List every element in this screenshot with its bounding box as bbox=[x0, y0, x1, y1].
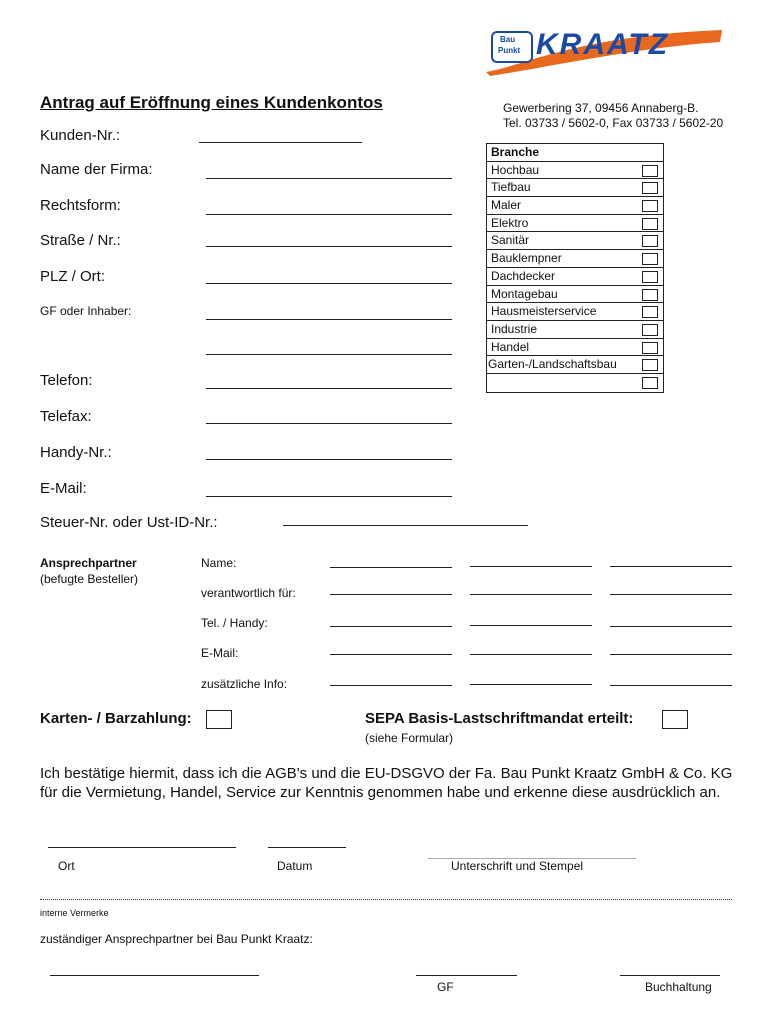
ansprechpartner-input[interactable] bbox=[610, 654, 732, 655]
logo-text: KRAATZ bbox=[536, 28, 670, 61]
address-line1: Gewerbering 37, 09456 Annaberg-B. bbox=[503, 101, 699, 115]
branche-label: Industrie bbox=[491, 321, 538, 336]
input-internal-contact[interactable] bbox=[50, 975, 259, 976]
branche-row[interactable] bbox=[487, 321, 663, 339]
ansprechpartner-input[interactable] bbox=[330, 594, 452, 595]
label-kunden-nr: Kunden-Nr.: bbox=[40, 127, 121, 144]
company-logo bbox=[484, 26, 724, 76]
branche-checkbox[interactable] bbox=[642, 182, 658, 194]
ansprechpartner-input[interactable] bbox=[610, 594, 732, 595]
branche-checkbox[interactable] bbox=[642, 359, 658, 371]
checkbox-karten-barzahlung[interactable] bbox=[206, 710, 232, 729]
ansprechpartner-row-label: Tel. / Handy: bbox=[201, 616, 268, 630]
label-plz: PLZ / Ort: bbox=[40, 268, 106, 285]
ansprechpartner-input[interactable] bbox=[330, 654, 452, 655]
label-sepa: SEPA Basis-Lastschriftmandat erteilt: bbox=[365, 710, 634, 727]
page-title: Antrag auf Eröffnung eines Kundenkontos bbox=[40, 93, 383, 112]
label-handy: Handy-Nr.: bbox=[40, 444, 112, 461]
ansprechpartner-input[interactable] bbox=[330, 626, 452, 627]
ansprechpartner-input[interactable] bbox=[610, 566, 732, 567]
input-gf-2[interactable] bbox=[206, 354, 452, 355]
branche-checkbox[interactable] bbox=[642, 342, 658, 354]
label-gf: GF oder Inhaber: bbox=[40, 304, 132, 318]
confirmation-line1: Ich bestätige hiermit, dass ich die AGB's und die EU-DSGVO der Fa. Bau Punkt Kraatz GmbH & Co. KG bbox=[40, 765, 733, 782]
branche-checkbox[interactable] bbox=[642, 235, 658, 247]
branche-label: Montagebau bbox=[491, 286, 558, 301]
branche-label: Hochbau bbox=[491, 162, 540, 177]
ansprechpartner-input[interactable] bbox=[330, 685, 452, 686]
ansprechpartner-input[interactable] bbox=[470, 654, 592, 655]
sepa-note: (siehe Formular) bbox=[365, 731, 454, 745]
input-telefon[interactable] bbox=[206, 388, 452, 389]
label-buchhaltung: Buchhaltung bbox=[645, 980, 712, 994]
label-interne-vermerke: interne Vermerke bbox=[40, 908, 109, 918]
branche-label: Elektro bbox=[491, 215, 529, 230]
confirmation-line2: für die Vermietung, Handel, Service zur Kenntnis genommen habe und erkenne diese ausdrücklich an. bbox=[40, 784, 721, 801]
input-datum[interactable] bbox=[268, 847, 346, 848]
input-gf-sign[interactable] bbox=[416, 975, 517, 976]
label-rechtsform: Rechtsform: bbox=[40, 197, 121, 214]
label-firma: Name der Firma: bbox=[40, 161, 153, 178]
branche-row[interactable] bbox=[487, 162, 663, 180]
logo-badge-line2: Punkt bbox=[498, 46, 521, 55]
input-kunden-nr[interactable] bbox=[199, 142, 362, 143]
branche-checkbox[interactable] bbox=[642, 165, 658, 177]
ansprechpartner-row-label: verantwortlich für: bbox=[201, 586, 296, 600]
branche-checkbox[interactable] bbox=[642, 289, 658, 301]
branche-header: Branche bbox=[487, 144, 663, 162]
branche-checkbox[interactable] bbox=[642, 377, 658, 389]
address-line2: Tel. 03733 / 5602-0, Fax 03733 / 5602-20 bbox=[503, 116, 724, 130]
label-gf-sign: GF bbox=[437, 980, 454, 994]
ansprechpartner-row-label: Name: bbox=[201, 556, 237, 570]
input-telefax[interactable] bbox=[206, 423, 452, 424]
input-strasse[interactable] bbox=[206, 246, 452, 247]
input-buchhaltung-sign[interactable] bbox=[620, 975, 720, 976]
branche-row[interactable] bbox=[487, 339, 663, 357]
branche-row[interactable] bbox=[487, 374, 663, 392]
branche-checkbox[interactable] bbox=[642, 324, 658, 336]
checkbox-sepa[interactable] bbox=[662, 710, 688, 729]
input-gf-1[interactable] bbox=[206, 319, 452, 320]
input-ort[interactable] bbox=[48, 847, 236, 848]
branche-row[interactable] bbox=[487, 232, 663, 250]
branche-label: Garten-/Landschaftsbau bbox=[488, 357, 617, 372]
branche-row[interactable] bbox=[487, 179, 663, 197]
branche-row[interactable] bbox=[487, 215, 663, 233]
branche-label: Sanitär bbox=[491, 233, 530, 248]
label-email: E-Mail: bbox=[40, 480, 87, 497]
input-firma[interactable] bbox=[206, 178, 452, 179]
branche-checkbox[interactable] bbox=[642, 218, 658, 230]
label-unterschrift: Unterschrift und Stempel bbox=[451, 859, 584, 873]
label-steuer: Steuer-Nr. oder Ust-ID-Nr.: bbox=[40, 514, 218, 531]
ansprechpartner-row-label: zusätzliche Info: bbox=[201, 677, 288, 691]
branche-checkbox[interactable] bbox=[642, 253, 658, 265]
label-telefon: Telefon: bbox=[40, 372, 93, 389]
branche-row[interactable] bbox=[487, 197, 663, 215]
branche-row[interactable] bbox=[487, 286, 663, 304]
ansprechpartner-input[interactable] bbox=[330, 567, 452, 568]
label-karten-barzahlung: Karten- / Barzahlung: bbox=[40, 710, 192, 727]
ansprechpartner-subtitle: (befugte Besteller) bbox=[40, 572, 139, 586]
label-telefax: Telefax: bbox=[40, 408, 92, 425]
branche-row[interactable] bbox=[487, 268, 663, 286]
branche-row[interactable] bbox=[487, 356, 663, 374]
branche-label: Dachdecker bbox=[491, 268, 556, 283]
ansprechpartner-input[interactable] bbox=[470, 625, 592, 626]
input-plz[interactable] bbox=[206, 283, 452, 284]
branche-label: Handel bbox=[491, 339, 530, 354]
label-zustaendiger-ansprechpartner: zuständiger Ansprechpartner bei Bau Punkt Kraatz: bbox=[40, 932, 313, 946]
ansprechpartner-row-label: E-Mail: bbox=[201, 646, 239, 660]
ansprechpartner-input[interactable] bbox=[470, 684, 592, 685]
input-handy[interactable] bbox=[206, 459, 452, 460]
internal-divider bbox=[40, 899, 732, 900]
input-steuer[interactable] bbox=[283, 525, 528, 526]
branche-label: Bauklempner bbox=[491, 251, 562, 266]
branche-row[interactable] bbox=[487, 250, 663, 268]
branche-label: Tiefbau bbox=[491, 180, 531, 195]
ansprechpartner-input[interactable] bbox=[470, 566, 592, 567]
ansprechpartner-title: Ansprechpartner bbox=[40, 556, 137, 570]
label-datum: Datum bbox=[277, 859, 313, 873]
branche-row[interactable] bbox=[487, 303, 663, 321]
input-email[interactable] bbox=[206, 496, 452, 497]
label-strasse: Straße / Nr.: bbox=[40, 232, 121, 249]
input-rechtsform[interactable] bbox=[206, 214, 452, 215]
branche-label: Hausmeisterservice bbox=[491, 304, 597, 319]
branche-checkbox[interactable] bbox=[642, 271, 658, 283]
logo-badge-line1: Bau bbox=[500, 35, 516, 44]
branche-checkbox[interactable] bbox=[642, 200, 658, 212]
ansprechpartner-input[interactable] bbox=[610, 626, 732, 627]
ansprechpartner-input[interactable] bbox=[610, 685, 732, 686]
branche-table bbox=[486, 143, 664, 393]
label-ort: Ort bbox=[58, 859, 75, 873]
ansprechpartner-input[interactable] bbox=[470, 594, 592, 595]
branche-label: Maler bbox=[491, 198, 522, 213]
branche-checkbox[interactable] bbox=[642, 306, 658, 318]
